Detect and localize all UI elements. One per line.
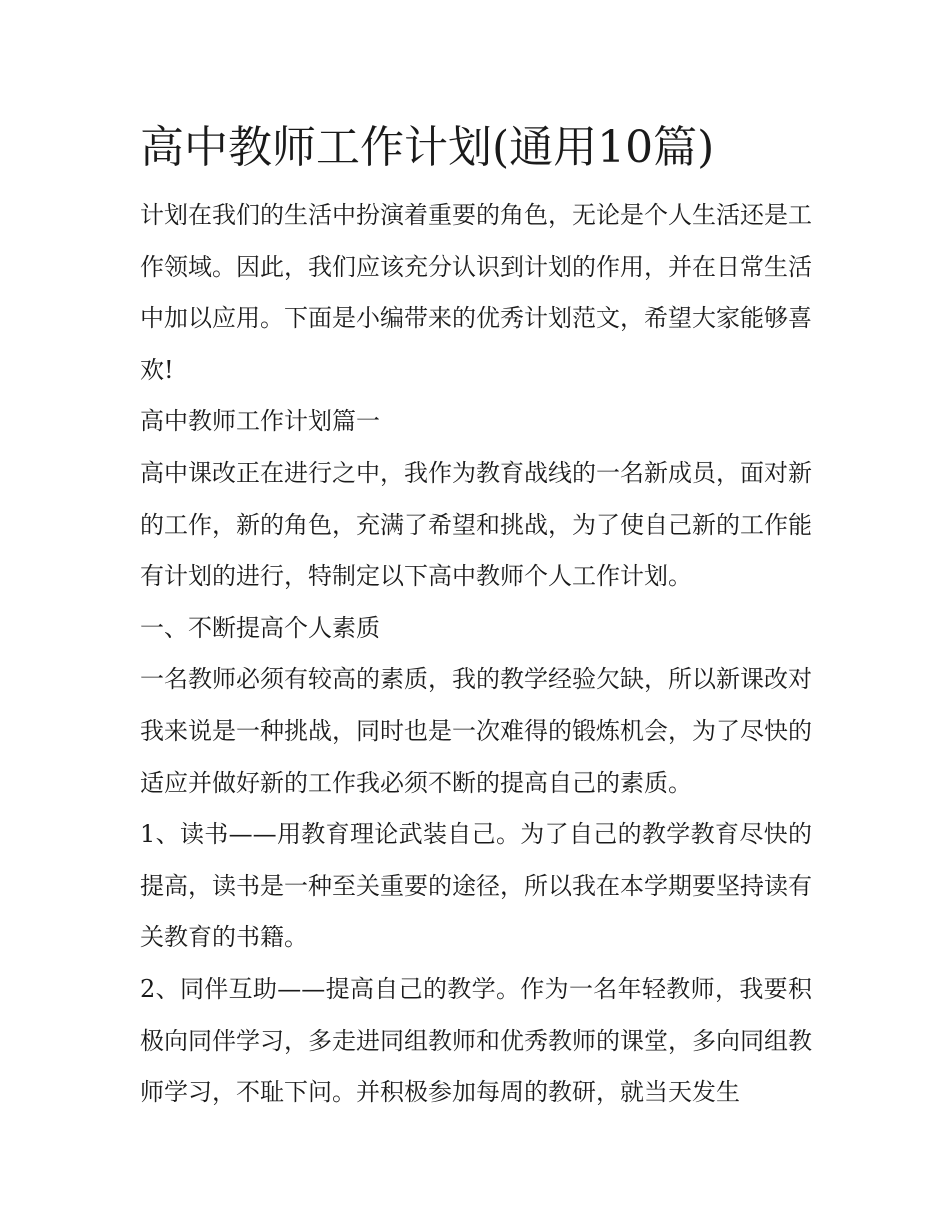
paragraph-quality: 一名教师必须有较高的素质，我的教学经验欠缺，所以新课改对我来说是一种挑战，同时也是一次难得的锻炼机会，为了尽快的适应并做好新的工作我必须不断的提高自己的素质。 — [140, 665, 812, 797]
section-heading-improve-quality: 一、不断提高个人素质 — [140, 613, 380, 642]
section-heading-part-one: 高中教师工作计划篇一 — [140, 407, 380, 436]
document-title: 高中教师工作计划(通用10篇) — [140, 122, 715, 173]
list-item-reading: 1、读书——用教育理论武装自己。为了自己的教学教育尽快的提高，读书是一种至关重要的途径，所以我在本学期要坚持读有关教育的书籍。 — [140, 820, 812, 952]
list-item-peer-help: 2、同伴互助——提高自己的教学。作为一名年轻教师，我要积极向同伴学习，多走进同组教师和优秀教师的课堂，多向同组教师学习，不耻下问。并积极参加每周的教研，就当天发生 — [140, 974, 812, 1107]
document-body — [140, 112, 812, 1119]
paragraph-opening: 高中课改正在进行之中，我作为教育战线的一名新成员，面对新的工作，新的角色，充满了希望和挑战，为了使自己新的工作能有计划的进行，特制定以下高中教师个人工作计划。 — [140, 458, 812, 591]
intro-paragraph: 计划在我们的生活中扮演着重要的角色，无论是个人生活还是工作领域。因此，我们应该充分认识到计划的作用，并在日常生活中加以应用。下面是小编带来的优秀计划范文，希望大家能够喜欢! — [140, 201, 812, 384]
